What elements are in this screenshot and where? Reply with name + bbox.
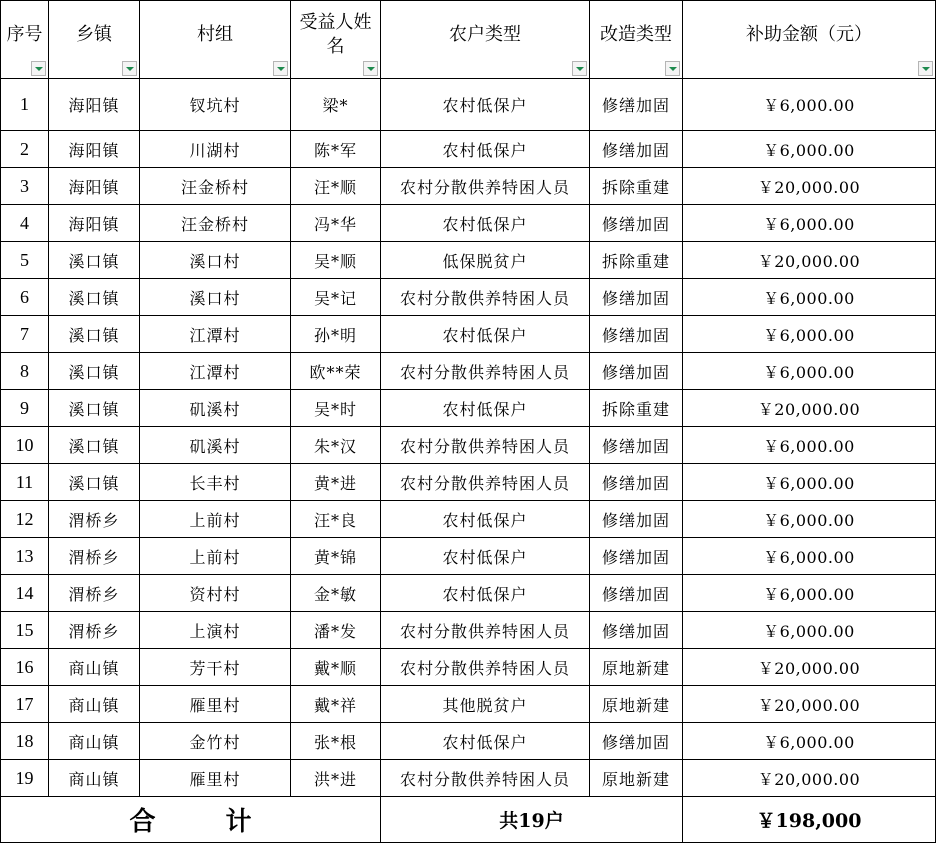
filter-dropdown-icon[interactable] [122, 61, 137, 76]
cell-village: 汪金桥村 [140, 205, 291, 242]
cell-household-type: 农村低保户 [381, 575, 590, 612]
cell-seq: 5 [1, 242, 49, 279]
cell-village: 溪口村 [140, 279, 291, 316]
cell-seq: 19 [1, 760, 49, 797]
cell-name: 吴*记 [291, 279, 381, 316]
cell-household-type: 农村分散供养特困人员 [381, 612, 590, 649]
cell-seq: 14 [1, 575, 49, 612]
cell-household-type: 农村低保户 [381, 723, 590, 760]
cell-name: 金*敏 [291, 575, 381, 612]
cell-seq: 7 [1, 316, 49, 353]
cell-town: 海阳镇 [49, 131, 140, 168]
filter-dropdown-icon[interactable] [572, 61, 587, 76]
cell-household-type: 农村低保户 [381, 501, 590, 538]
total-amount: ￥198,000 [683, 797, 936, 843]
table-row [1, 464, 936, 501]
cell-amount: ￥20,000.00 [683, 649, 936, 686]
cell-household-type: 农村分散供养特困人员 [381, 353, 590, 390]
cell-renovation-type: 修缮加固 [590, 723, 683, 760]
table-row [1, 131, 936, 168]
filter-dropdown-icon[interactable] [918, 61, 933, 76]
table-row [1, 575, 936, 612]
cell-household-type: 农村分散供养特困人员 [381, 427, 590, 464]
cell-name: 冯*华 [291, 205, 381, 242]
cell-seq: 4 [1, 205, 49, 242]
cell-name: 梁* [291, 79, 381, 131]
cell-name: 吴*时 [291, 390, 381, 427]
cell-household-type: 低保脱贫户 [381, 242, 590, 279]
table-row [1, 427, 936, 464]
cell-name: 戴*祥 [291, 686, 381, 723]
cell-amount: ￥20,000.00 [683, 686, 936, 723]
cell-renovation-type: 修缮加固 [590, 501, 683, 538]
cell-name: 汪*顺 [291, 168, 381, 205]
cell-household-type: 农村低保户 [381, 205, 590, 242]
cell-town: 商山镇 [49, 686, 140, 723]
cell-village: 钗坑村 [140, 79, 291, 131]
cell-town: 海阳镇 [49, 168, 140, 205]
table-row [1, 279, 936, 316]
cell-household-type: 农村低保户 [381, 390, 590, 427]
cell-household-type: 农村低保户 [381, 538, 590, 575]
cell-name: 汪*良 [291, 501, 381, 538]
cell-seq: 15 [1, 612, 49, 649]
filter-dropdown-icon[interactable] [665, 61, 680, 76]
cell-name: 陈*军 [291, 131, 381, 168]
cell-amount: ￥6,000.00 [683, 131, 936, 168]
filter-dropdown-icon[interactable] [31, 61, 46, 76]
cell-amount: ￥6,000.00 [683, 501, 936, 538]
cell-town: 溪口镇 [49, 242, 140, 279]
table-row [1, 501, 936, 538]
header-amount: 补助金额（元） [683, 1, 936, 79]
cell-seq: 8 [1, 353, 49, 390]
cell-seq: 11 [1, 464, 49, 501]
cell-renovation-type: 修缮加固 [590, 279, 683, 316]
header-town: 乡镇 [49, 1, 140, 79]
cell-renovation-type: 修缮加固 [590, 79, 683, 131]
cell-renovation-type: 拆除重建 [590, 168, 683, 205]
cell-name: 吴*顺 [291, 242, 381, 279]
cell-renovation-type: 修缮加固 [590, 316, 683, 353]
cell-village: 上前村 [140, 501, 291, 538]
cell-seq: 17 [1, 686, 49, 723]
cell-village: 川湖村 [140, 131, 291, 168]
table-row [1, 723, 936, 760]
cell-village: 雁里村 [140, 686, 291, 723]
cell-household-type: 农村低保户 [381, 316, 590, 353]
cell-amount: ￥20,000.00 [683, 168, 936, 205]
cell-town: 海阳镇 [49, 205, 140, 242]
cell-household-type: 农村分散供养特困人员 [381, 649, 590, 686]
cell-amount: ￥6,000.00 [683, 279, 936, 316]
cell-name: 黄*进 [291, 464, 381, 501]
cell-renovation-type: 修缮加固 [590, 427, 683, 464]
cell-household-type: 农村分散供养特困人员 [381, 464, 590, 501]
table-row [1, 205, 936, 242]
cell-town: 溪口镇 [49, 427, 140, 464]
cell-seq: 3 [1, 168, 49, 205]
cell-amount: ￥20,000.00 [683, 760, 936, 797]
cell-village: 长丰村 [140, 464, 291, 501]
header-row [1, 1, 936, 79]
table-row [1, 316, 936, 353]
cell-village: 资村村 [140, 575, 291, 612]
cell-town: 溪口镇 [49, 464, 140, 501]
cell-amount: ￥20,000.00 [683, 390, 936, 427]
cell-renovation-type: 修缮加固 [590, 464, 683, 501]
cell-renovation-type: 修缮加固 [590, 205, 683, 242]
table-row [1, 686, 936, 723]
table-row [1, 612, 936, 649]
cell-seq: 16 [1, 649, 49, 686]
header-village: 村组 [140, 1, 291, 79]
cell-name: 孙*明 [291, 316, 381, 353]
cell-town: 渭桥乡 [49, 612, 140, 649]
cell-renovation-type: 修缮加固 [590, 353, 683, 390]
cell-renovation-type: 修缮加固 [590, 575, 683, 612]
cell-amount: ￥6,000.00 [683, 723, 936, 760]
cell-seq: 12 [1, 501, 49, 538]
cell-seq: 6 [1, 279, 49, 316]
cell-seq: 1 [1, 79, 49, 131]
cell-seq: 2 [1, 131, 49, 168]
table-row [1, 390, 936, 427]
cell-amount: ￥20,000.00 [683, 242, 936, 279]
cell-renovation-type: 原地新建 [590, 649, 683, 686]
table-row [1, 168, 936, 205]
cell-village: 矶溪村 [140, 427, 291, 464]
filter-dropdown-icon[interactable] [363, 61, 378, 76]
cell-name: 朱*汉 [291, 427, 381, 464]
cell-seq: 9 [1, 390, 49, 427]
cell-town: 溪口镇 [49, 353, 140, 390]
cell-amount: ￥6,000.00 [683, 79, 936, 131]
cell-household-type: 农村低保户 [381, 131, 590, 168]
cell-village: 上演村 [140, 612, 291, 649]
cell-town: 海阳镇 [49, 79, 140, 131]
cell-seq: 18 [1, 723, 49, 760]
cell-name: 洪*进 [291, 760, 381, 797]
table-row [1, 760, 936, 797]
cell-amount: ￥6,000.00 [683, 464, 936, 501]
cell-village: 上前村 [140, 538, 291, 575]
cell-renovation-type: 拆除重建 [590, 242, 683, 279]
cell-household-type: 农村分散供养特困人员 [381, 279, 590, 316]
header-renovation-type: 改造类型 [590, 1, 683, 79]
cell-name: 潘*发 [291, 612, 381, 649]
header-household-type: 农户类型 [381, 1, 590, 79]
cell-amount: ￥6,000.00 [683, 575, 936, 612]
cell-village: 汪金桥村 [140, 168, 291, 205]
cell-renovation-type: 修缮加固 [590, 612, 683, 649]
cell-renovation-type: 拆除重建 [590, 390, 683, 427]
cell-name: 黄*锦 [291, 538, 381, 575]
cell-amount: ￥6,000.00 [683, 316, 936, 353]
cell-household-type: 农村低保户 [381, 79, 590, 131]
cell-renovation-type: 原地新建 [590, 760, 683, 797]
cell-seq: 10 [1, 427, 49, 464]
cell-name: 欧**荣 [291, 353, 381, 390]
cell-name: 戴*顺 [291, 649, 381, 686]
cell-town: 渭桥乡 [49, 575, 140, 612]
cell-amount: ￥6,000.00 [683, 612, 936, 649]
cell-amount: ￥6,000.00 [683, 538, 936, 575]
cell-town: 商山镇 [49, 649, 140, 686]
total-label: 合 计 [1, 797, 381, 843]
cell-town: 渭桥乡 [49, 501, 140, 538]
cell-amount: ￥6,000.00 [683, 205, 936, 242]
total-row [1, 797, 936, 843]
cell-village: 江潭村 [140, 353, 291, 390]
cell-amount: ￥6,000.00 [683, 427, 936, 464]
table-row [1, 538, 936, 575]
cell-town: 商山镇 [49, 760, 140, 797]
table-row [1, 649, 936, 686]
total-household-count: 共19户 [381, 797, 683, 843]
cell-renovation-type: 原地新建 [590, 686, 683, 723]
cell-renovation-type: 修缮加固 [590, 538, 683, 575]
cell-village: 江潭村 [140, 316, 291, 353]
header-seq: 序号 [1, 1, 49, 79]
cell-name: 张*根 [291, 723, 381, 760]
table-row [1, 242, 936, 279]
cell-village: 矶溪村 [140, 390, 291, 427]
header-name: 受益人姓名 [291, 1, 381, 79]
cell-town: 溪口镇 [49, 316, 140, 353]
table-row [1, 353, 936, 390]
table-row [1, 79, 936, 131]
cell-seq: 13 [1, 538, 49, 575]
cell-village: 溪口村 [140, 242, 291, 279]
cell-town: 渭桥乡 [49, 538, 140, 575]
table-body [1, 79, 936, 797]
cell-town: 商山镇 [49, 723, 140, 760]
cell-town: 溪口镇 [49, 390, 140, 427]
cell-town: 溪口镇 [49, 279, 140, 316]
cell-amount: ￥6,000.00 [683, 353, 936, 390]
cell-village: 金竹村 [140, 723, 291, 760]
cell-household-type: 农村分散供养特困人员 [381, 760, 590, 797]
cell-household-type: 农村分散供养特困人员 [381, 168, 590, 205]
cell-village: 雁里村 [140, 760, 291, 797]
cell-household-type: 其他脱贫户 [381, 686, 590, 723]
filter-dropdown-icon[interactable] [273, 61, 288, 76]
cell-village: 芳干村 [140, 649, 291, 686]
cell-renovation-type: 修缮加固 [590, 131, 683, 168]
